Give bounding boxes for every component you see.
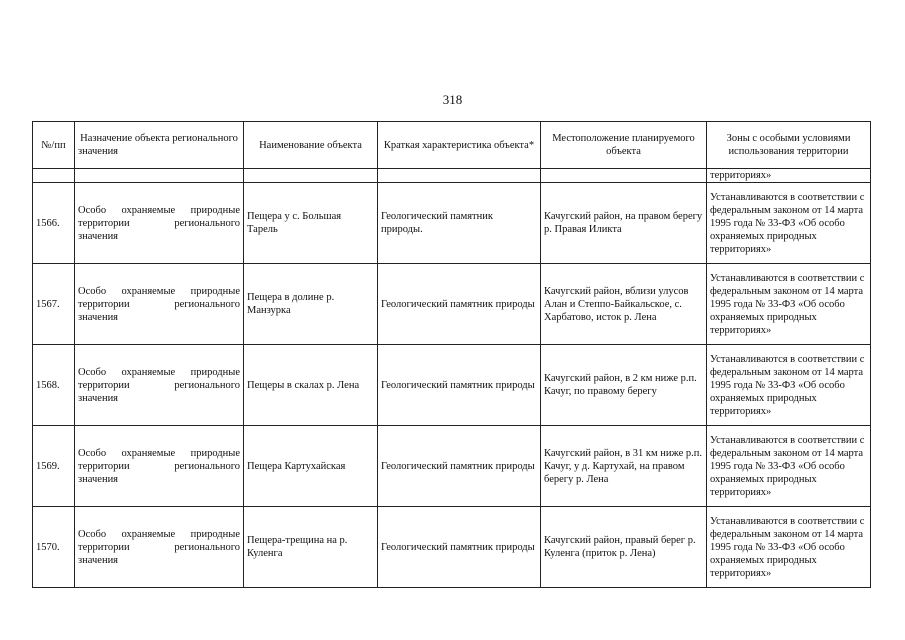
row-name: Пещера у с. Большая Тарель xyxy=(244,183,378,264)
row-purpose: Особо охраняемые природные территории регионального значения xyxy=(75,426,244,507)
row-zones: Устанавливаются в соответствии с федеральным законом от 14 марта 1995 года № 33-ФЗ «Об особо охраняемых природных территориях» xyxy=(707,183,871,264)
table-row xyxy=(33,183,871,264)
row-number: 1569. xyxy=(33,426,75,507)
header-name: Наименование объекта xyxy=(244,122,378,169)
continuation-row xyxy=(33,169,871,183)
table-row xyxy=(33,426,871,507)
table-row xyxy=(33,507,871,588)
table-header-row xyxy=(33,122,871,169)
row-purpose: Особо охраняемые природные территории регионального значения xyxy=(75,345,244,426)
header-purpose: Назначение объекта регионального значения xyxy=(75,122,244,169)
row-name: Пещера Картухайская xyxy=(244,426,378,507)
row-location: Качугский район, вблизи улусов Алан и Степпо-Байкальское, с. Харбатово, исток р. Лена xyxy=(541,264,707,345)
continuation-cell-empty xyxy=(541,169,707,183)
header-location: Местоположение планируемого объекта xyxy=(541,122,707,169)
header-num: №/пп xyxy=(33,122,75,169)
row-number: 1566. xyxy=(33,183,75,264)
header-zones: Зоны с особыми условиями использования территории xyxy=(707,122,871,169)
row-zones: Устанавливаются в соответствии с федеральным законом от 14 марта 1995 года № 33-ФЗ «Об особо охраняемых природных территориях» xyxy=(707,264,871,345)
row-purpose: Особо охраняемые природные территории регионального значения xyxy=(75,183,244,264)
row-number: 1567. xyxy=(33,264,75,345)
row-characteristic: Геологический памятник природы xyxy=(378,264,541,345)
continuation-cell-empty xyxy=(378,169,541,183)
page-number: 318 xyxy=(442,92,463,107)
row-number: 1568. xyxy=(33,345,75,426)
objects-table xyxy=(32,121,871,588)
row-purpose: Особо охраняемые природные территории регионального значения xyxy=(75,264,244,345)
row-number: 1570. xyxy=(33,507,75,588)
row-name: Пещеры в скалах р. Лена xyxy=(244,345,378,426)
table-row xyxy=(33,345,871,426)
continuation-zones-text: территориях» xyxy=(707,169,871,183)
row-location: Качугский район, на правом берегу р. Правая Иликта xyxy=(541,183,707,264)
row-characteristic: Геологический памятник природы. xyxy=(378,183,541,264)
table-row xyxy=(33,264,871,345)
row-purpose: Особо охраняемые природные территории регионального значения xyxy=(75,507,244,588)
row-zones: Устанавливаются в соответствии с федеральным законом от 14 марта 1995 года № 33-ФЗ «Об особо охраняемых природных территориях» xyxy=(707,507,871,588)
row-location: Качугский район, правый берег р. Куленга (приток р. Лена) xyxy=(541,507,707,588)
continuation-cell-empty xyxy=(244,169,378,183)
continuation-cell-empty xyxy=(33,169,75,183)
row-name: Пещера в долине р. Манзурка xyxy=(244,264,378,345)
row-zones: Устанавливаются в соответствии с федеральным законом от 14 марта 1995 года № 33-ФЗ «Об особо охраняемых природных территориях» xyxy=(707,345,871,426)
row-zones: Устанавливаются в соответствии с федеральным законом от 14 марта 1995 года № 33-ФЗ «Об особо охраняемых природных территориях» xyxy=(707,426,871,507)
row-location: Качугский район, в 31 км ниже р.п. Качуг, у д. Картухай, на правом берегу р. Лена xyxy=(541,426,707,507)
row-location: Качугский район, в 2 км ниже р.п. Качуг, по правому берегу xyxy=(541,345,707,426)
row-characteristic: Геологический памятник природы xyxy=(378,507,541,588)
continuation-cell-empty xyxy=(75,169,244,183)
header-characteristic: Краткая характеристика объекта* xyxy=(378,122,541,169)
row-name: Пещера-трещина на р. Куленга xyxy=(244,507,378,588)
row-characteristic: Геологический памятник природы xyxy=(378,426,541,507)
row-characteristic: Геологический памятник природы xyxy=(378,345,541,426)
